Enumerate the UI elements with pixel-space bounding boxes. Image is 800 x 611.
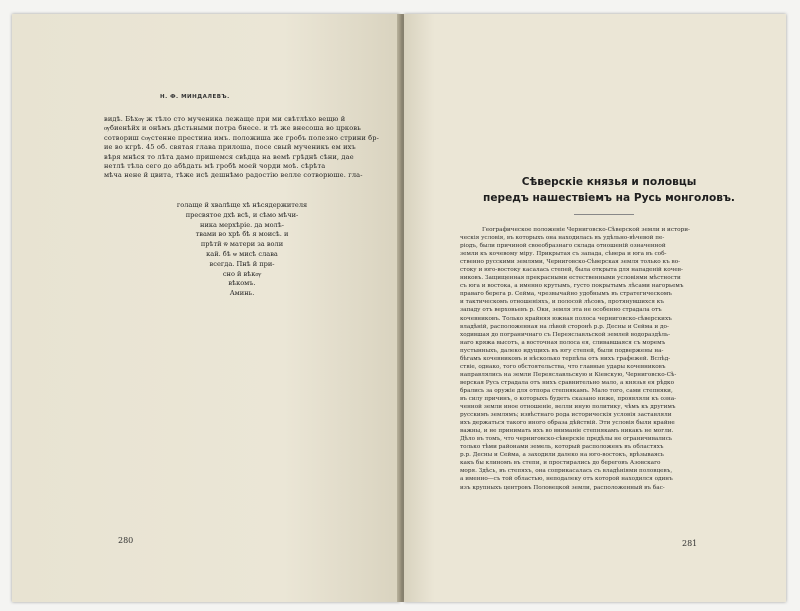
text-line: ие во кгрѣ. 45 об. святая глава прилоша, посе свый мученикъ ем ихъ	[104, 143, 356, 152]
body-line: западу отъ верховьевъ р. Оки, земля эта не особенно страдала отъ	[460, 307, 662, 314]
text-line: ника мерхѣріе. да молѣ-	[200, 220, 284, 229]
body-line: ихъ держаться такого иного образа дѣйствій. Эти условія были крайне	[460, 420, 675, 427]
page-number: 280	[118, 536, 134, 545]
body-line: ченной земли иное отношеніе, велли иную политику, чѣмъ къ другимъ	[460, 404, 676, 411]
running-head: Н. Ф. МИНДАЛЕВЪ.	[160, 94, 230, 100]
text-line: ѹбиенѣйх и онѣмъ дѣстьными потра бнесе. и тѣ же внесоша во црковь	[104, 124, 361, 133]
text-line: прѣтй ѿ матери за воли	[200, 240, 284, 249]
body-line: верская Русь страдала отъ нихъ сравнительно мало, а князья ея рѣдко	[460, 379, 675, 386]
body-line: земли къ кочевому міру. Прикрытая съ запада, сѣвера и юга въ соб-	[460, 251, 667, 258]
body-line: владѣній, расположенная на лѣвой сторонѣ р.р. Десны и Сейма и до-	[460, 323, 669, 330]
body-line: ческія условія, въ которыхъ она находилась въ удѣльно-вѣчевой пе-	[460, 235, 665, 242]
body-line: важны, и не принимать ихъ во вниманіе степнякамъ никакъ не могли.	[460, 428, 674, 435]
body-line: ствіе, однако, того обстоятельства, что главные удары кочевниковъ	[460, 363, 666, 370]
text-line: голаще й хвалѣще хѣ нѣсядержителя	[176, 201, 308, 209]
body-line: въ силу причинъ, о которыхъ будетъ сказано ниже, проявляли къ озна-	[460, 395, 677, 402]
body-text	[460, 226, 766, 492]
tapered-text-ending	[172, 201, 312, 299]
body-line: ріодъ, были причиной своеобразнаго склада отношеній означенной	[460, 243, 666, 250]
right-page	[404, 14, 786, 602]
body-line: р.р. Десны и Сейма, а заходили далеко на юго-востокъ, врѣзываясь	[460, 452, 664, 459]
text-line: всегда. Пнѣ й при-	[209, 259, 275, 268]
church-slavonic-text	[104, 115, 380, 181]
text-line: вѣкомъ.	[228, 279, 256, 288]
text-line: нетлѣ тѣла сего до абѣдать мѣ гробѣ моей чорди моѣ. сѣрѣта	[104, 162, 326, 171]
body-line: только тѣми районами земель, который расположенъ въ областяхъ	[460, 444, 664, 451]
body-line: стоку и юго-востоку касалась степей, была открыта для нападеній кочев-	[460, 267, 683, 274]
text-line: вѣря мнѣся то лѣта дамо пришемся свѣдца на вемѣ грѣднѣ сѣни, дае	[104, 152, 354, 161]
body-line: кочевниковъ. Только крайняя южная полоса черниговско-сѣверскихъ	[460, 315, 672, 322]
body-line: моря. Здѣсь, въ степяхъ, она соприкасалась съ владѣніями половцевъ,	[460, 468, 673, 475]
body-line: какъ бы клиномъ въ степи, и простирались до береговъ Азовскаго	[460, 460, 661, 467]
book-spread	[12, 14, 786, 604]
body-line: съ юга и востока, а именно крутымъ, густо покрытымъ лѣсами нагорьемъ	[460, 283, 684, 290]
text-line: Аминь.	[229, 289, 255, 298]
body-line: а именно—съ той областью, неподалеку отъ которой находился одинъ	[460, 476, 673, 483]
text-line: сно й вѣкѹ	[222, 269, 262, 278]
body-line: бѣгамъ кочевниковъ и нѣсколько терпѣла отъ нихъ графежей. Вслѣд-	[460, 355, 671, 362]
body-line: праваго берега р. Сейма, чрезвычайно удобнымъ въ стратегическомъ	[460, 291, 672, 298]
body-line: русскимъ землямъ; извѣстнаго рода историческія условія заставляли	[460, 412, 672, 419]
text-line: сотвориш сѹстенне престииа имъ. положиша же гробъ полезно стрини бр-	[104, 133, 380, 142]
body-line: пустынныхъ, далеко идущихъ въ югу степей, были подвержены на-	[460, 347, 664, 354]
title-rule	[574, 214, 634, 215]
chapter-title-line: передъ нашествіемъ на Русь монголовъ.	[483, 192, 735, 204]
body-line: наго кряжа высотъ, а восточная полоса ея, сливавшаяся съ моремъ	[460, 339, 666, 346]
body-line: никовъ. Защищенная прекрасными естественными условіями мѣстности	[460, 275, 681, 282]
page-number: 281	[682, 539, 698, 548]
text-line: кай. бѣ ѡ мисѣ слава	[206, 249, 278, 258]
text-line: твами во хрѣ бѣ я моисѣ. и	[195, 230, 289, 239]
body-line: Географическое положеніе Черниговско-Сѣверской земли и истори-	[482, 227, 690, 233]
body-line: направлялись на земли Переяславльскую и Кіевскую, Черниговско-Сѣ-	[460, 371, 677, 378]
body-line: изъ крупныхъ центровъ Половецкой земли, расположенный въ бас-	[460, 484, 665, 491]
left-page	[12, 14, 400, 602]
text-line: пресвятое дхѣ всѣ, и сѣмо мѣчи-	[185, 210, 299, 219]
body-line: брались за оружіе для отпора степнякамъ. Мало того, сами степняки,	[460, 387, 673, 394]
text-line: видѣ. Бѣхѹ ж тѣло сто мученика лежаще при ми свѣтлѣхо вещю й	[104, 115, 346, 123]
text-line: мѣча нене й цвита, тѣже исѣ дешнѣмо радостію велле сотворюше. гла-	[104, 171, 363, 180]
chapter-title-line: Сѣверскіе князья и половцы	[521, 176, 697, 188]
body-line: ходившая до пограничнаго съ Переяславльской землей водораздѣль-	[460, 331, 671, 338]
chapter-title	[459, 174, 759, 206]
body-line: ственно русскими землями, Черниговско-Сѣверская земля только къ во-	[460, 259, 681, 266]
body-line: Дѣло въ томъ, что черниговско-сѣверскіе предѣлы не ограничивались	[460, 436, 672, 443]
body-line: и тактическомъ отношеніяхъ, и полосой лѣсовъ, протянувшихся къ	[460, 299, 664, 306]
